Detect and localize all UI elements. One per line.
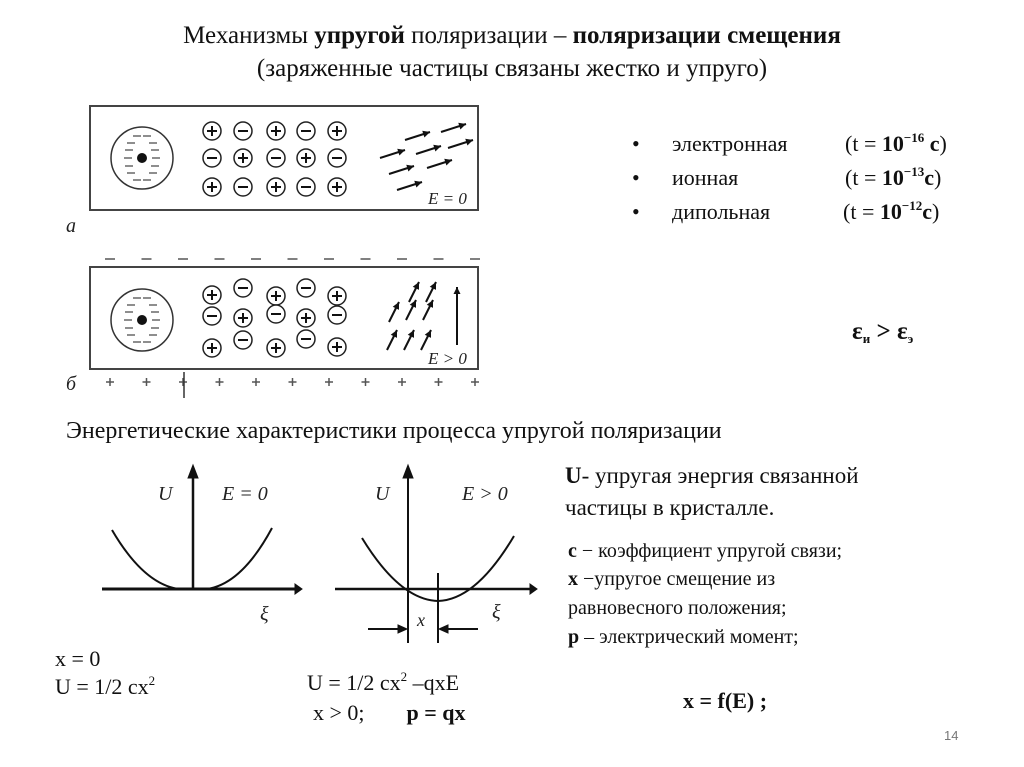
nucleus (137, 153, 147, 163)
panel-a-label: a (66, 215, 76, 237)
negative-ion (234, 178, 252, 196)
positive-plate-charge (106, 378, 114, 386)
dipole-arrow (427, 159, 452, 168)
formula-left-2: U = 1/2 $cx^2$ (55, 673, 156, 699)
positive-plate-charge (289, 378, 297, 386)
bullet-ionic: • (632, 165, 640, 190)
negative-ion (234, 331, 252, 349)
bullet-dipole: • (632, 199, 640, 224)
dipole-arrow (423, 300, 433, 320)
positive-ion (267, 178, 285, 196)
positive-ion (328, 122, 346, 140)
nucleus (137, 315, 147, 325)
dipole-arrow (416, 145, 441, 154)
positive-ion (328, 338, 346, 356)
dipole-arrow (421, 330, 431, 350)
bullet-electronic-time: ($t = 10^{-16}$ с) (845, 130, 947, 156)
field-a-label: E = 0 (428, 189, 467, 208)
positive-plate-charge (435, 378, 443, 386)
definition-u-1: U- упругая энергия связанной (565, 463, 859, 488)
negative-ion (203, 149, 221, 167)
dipole-arrow (409, 282, 419, 302)
positive-plate-charge (252, 378, 260, 386)
dipole-arrow (389, 165, 414, 174)
positive-ion (234, 309, 252, 327)
graph2-x-label: x (417, 610, 425, 630)
definition-x-1: x −упругое смещение из (568, 568, 776, 590)
positive-ion (328, 178, 346, 196)
negative-ion (203, 307, 221, 325)
positive-ion (267, 287, 285, 305)
positive-plate-charge (325, 378, 333, 386)
dipole-arrow (397, 181, 422, 190)
graph2-e-label: E > 0 (462, 483, 508, 505)
graph2-u-label: U (375, 483, 390, 505)
graph1-e-label: E = 0 (222, 483, 268, 505)
positive-plate-charge (398, 378, 406, 386)
bullet-electronic-name: электронная (672, 131, 788, 156)
positive-plate-charge (143, 378, 151, 386)
positive-ion (234, 149, 252, 167)
negative-ion (267, 149, 285, 167)
energy-heading: Энергетические характеристики процесса упругой поляризации (66, 418, 722, 444)
dipole-arrow (441, 123, 466, 132)
field-b-label: E > 0 (428, 349, 467, 368)
negative-ion (297, 279, 315, 297)
panel-b-label: б (66, 373, 77, 395)
negative-ion (234, 122, 252, 140)
positive-ion (203, 339, 221, 357)
negative-ion (297, 122, 315, 140)
dipole-arrow (404, 330, 414, 350)
positive-ion (297, 309, 315, 327)
graph2-xi-label: ξ (492, 601, 501, 623)
definition-c: с − коэффициент упругой связи; (568, 540, 843, 562)
graph1-u-label: U (158, 483, 173, 505)
positive-ion (203, 286, 221, 304)
dipole-arrow (406, 300, 416, 320)
formula-left-1: x = 0 (55, 646, 101, 671)
positive-ion (203, 122, 221, 140)
title-line-2: (заряженные частицы связаны жестко и упруго) (256, 55, 768, 82)
definition-x-2: равновесного положения; (568, 597, 787, 619)
negative-ion (328, 149, 346, 167)
dipole-arrow (389, 302, 399, 322)
negative-ion (267, 305, 285, 323)
negative-ion (328, 306, 346, 324)
negative-ion (297, 330, 315, 348)
formula-mid-2: x > 0; p = qx (313, 700, 466, 725)
x-function-of-e: x = f(E) ; (683, 688, 768, 713)
positive-plate-charge (471, 378, 479, 386)
title-line-1: Механизмы упругой поляризации – поляризации смещения (183, 22, 841, 49)
graph1-xi-label: ξ (260, 603, 269, 625)
bullet-ionic-time: $(t = 10^{-13}с)$ (845, 164, 942, 190)
definition-p: p – электрический момент; (568, 626, 799, 648)
dipole-arrow (387, 330, 397, 350)
positive-ion (267, 339, 285, 357)
negative-ion (297, 178, 315, 196)
graph-e0 (102, 465, 302, 594)
positive-ion (267, 122, 285, 140)
formula-mid-1: U = 1/2 $cx^2$ –qxE (307, 669, 460, 695)
page-number: 14 (944, 728, 959, 743)
dipole-arrow (426, 282, 436, 302)
dipole-arrow (380, 149, 405, 158)
epsilon-relation: $\varepsilon_и > \varepsilon_э$ (852, 318, 914, 346)
bullet-ionic-name: ионная (672, 165, 739, 190)
bullet-dipole-time: $(t = 10^{-12}с)$ (843, 198, 940, 224)
positive-ion (328, 287, 346, 305)
dipole-arrow (454, 287, 461, 345)
positive-ion (203, 178, 221, 196)
definition-u-2: частицы в кристалле. (565, 495, 775, 520)
negative-ion (234, 279, 252, 297)
positive-plate-charge (179, 378, 187, 386)
bullet-electronic: • (632, 131, 640, 156)
positive-ion (297, 149, 315, 167)
bullet-dipole-name: дипольная (672, 199, 771, 224)
dipole-arrow (405, 131, 430, 140)
positive-plate-charge (362, 378, 370, 386)
dipole-arrow (448, 139, 473, 148)
positive-plate-charge (216, 378, 224, 386)
